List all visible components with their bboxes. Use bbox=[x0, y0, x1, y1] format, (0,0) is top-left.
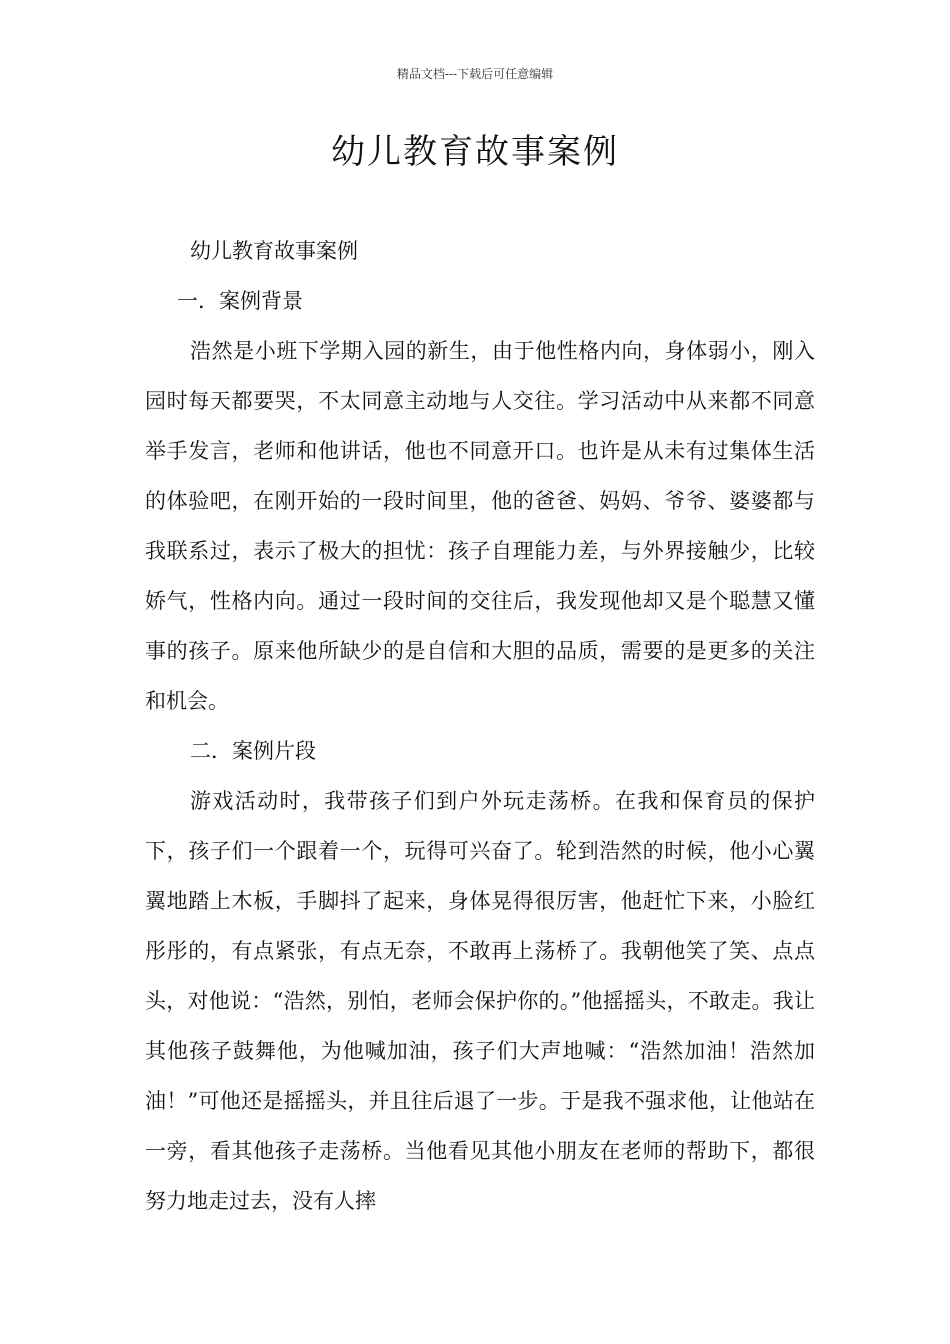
document-title: 幼儿教育故事案例 bbox=[331, 132, 619, 172]
paragraph-background: 浩然是小班下学期入园的新生，由于他性格内向，身体弱小，刚入园时每天都要哭，不太同意主动地与人交往。学习活动中从来都不同意举手发言，老师和他讲话，他也不同意开口。也许是从未有过集体生活的体验吧，在刚开始的一段时间里，他的爸爸、妈妈、爷爷、婆婆都与我联系过，表示了极大的担忧：孩子自理能力差，与外界接触少，比较娇气，性格内向。通过一段时间的交往后，我发现他却又是个聪慧又懂事的孩子。原来他所缺少的是自信和大胆的品质，需要的是更多的关注和机会。 bbox=[145, 339, 815, 713]
document-body bbox=[145, 226, 815, 1226]
paragraph-fragment: 游戏活动时，我带孩子们到户外玩走荡桥。在我和保育员的保护下，孩子们一个跟着一个，玩得可兴奋了。轮到浩然的时候，他小心翼翼地踏上木板，手脚抖了起来，身体晃得很厉害，他赶忙下来，小脸红彤彤的，有点紧张，有点无奈，不敢再上荡桥了。我朝他笑了笑、点点头，对他说：“浩然，别怕，老师会保护你的。”他摇摇头，不敢走。我让其他孩子鼓舞他，为他喊加油，孩子们大声地喊：“浩然加油！浩然加油！”可他还是摇摇头，并且往后退了一步。于是我不强求他，让他站在一旁，看其他孩子走荡桥。当他看见其他小朋友在老师的帮助下，都很努力地走过去，没有人摔 bbox=[145, 789, 815, 1213]
header-note: 精品文档---下载后可任意编辑 bbox=[396, 67, 554, 81]
section-heading-fragment: 二．案例片段 bbox=[190, 739, 316, 763]
document-subtitle: 幼儿教育故事案例 bbox=[190, 239, 358, 263]
section-heading-background: 一．案例背景 bbox=[177, 289, 303, 313]
